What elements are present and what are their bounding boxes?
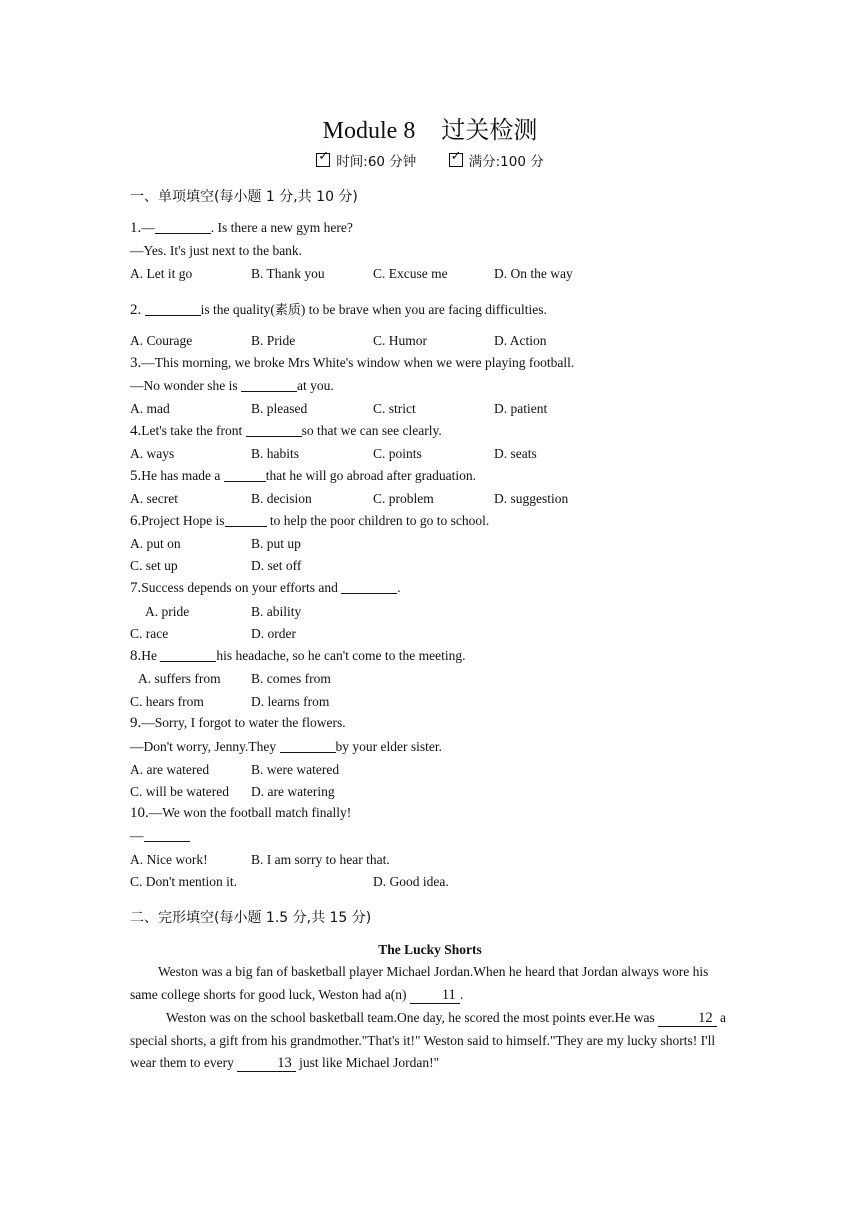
paragraph2-text-c: just like Michael Jordan!"	[295, 1055, 440, 1070]
q6-stem	[130, 513, 489, 530]
q4-number: 4.	[130, 423, 142, 439]
q9-stem	[130, 715, 346, 732]
q4-option-b[interactable]: B. habits	[251, 446, 300, 461]
q1-option-d[interactable]: D. On the way	[494, 266, 573, 281]
time-label: 时间:60 分钟	[336, 154, 417, 170]
q7-text-b: .	[397, 580, 401, 595]
q7-option-c[interactable]: C. race	[130, 626, 169, 641]
q8-stem	[130, 648, 465, 665]
q9-line2-post: by your elder sister.	[335, 739, 443, 754]
q4-stem	[130, 423, 442, 440]
q2-stem	[130, 299, 547, 319]
q4-text-a: Let's take the front	[141, 423, 246, 438]
q5-text-b: that he will go abroad after graduation.	[265, 468, 477, 483]
section2-heading: 二、完形填空(每小题 1.5 分,共 15 分)	[130, 910, 372, 926]
q2-option-d[interactable]: D. Action	[494, 333, 547, 348]
answer-blank[interactable]	[280, 739, 336, 753]
q2-text-a: is the quality(	[200, 302, 275, 317]
q8-option-d[interactable]: D. learns from	[251, 694, 330, 709]
q5-stem	[130, 468, 476, 485]
q3-option-c[interactable]: C. strict	[373, 401, 416, 416]
q2-text-b: ) to be brave when you are facing difficulties.	[300, 302, 547, 317]
page-title	[0, 110, 860, 145]
q1-option-c[interactable]: C. Excuse me	[373, 266, 448, 281]
q10-text: —We won the football match finally!	[148, 805, 352, 820]
q6-option-a[interactable]: A. put on	[130, 536, 181, 551]
cloze-blank-12[interactable]: 12	[658, 1010, 717, 1027]
q3-option-a[interactable]: A. mad	[130, 401, 170, 416]
q3-line2	[130, 378, 334, 394]
paragraph1-end: .	[459, 986, 464, 1002]
q6-text-b: to help the poor children to go to school.	[266, 513, 490, 528]
q7-number: 7.	[130, 580, 142, 596]
q3-line2-pre: —No wonder she is	[130, 378, 241, 393]
q1-option-b[interactable]: B. Thank you	[251, 266, 325, 281]
q8-number: 8.	[130, 648, 142, 664]
answer-blank[interactable]	[145, 302, 201, 316]
q5-text-a: He has made a	[141, 468, 224, 483]
q9-number: 9.	[130, 715, 142, 731]
q10-option-a[interactable]: A. Nice work!	[130, 852, 208, 867]
answer-blank[interactable]	[246, 423, 302, 437]
q3-stem	[130, 355, 574, 372]
q10-option-c[interactable]: C. Don't mention it.	[130, 874, 238, 889]
q10-number: 10.	[130, 805, 149, 821]
q4-text-b: so that we can see clearly.	[301, 423, 442, 438]
q1-dash: —	[141, 220, 155, 235]
q7-option-b[interactable]: B. ability	[251, 604, 302, 619]
q10-option-d[interactable]: D. Good idea.	[373, 874, 449, 889]
checkbox-icon	[316, 153, 330, 167]
q1-stem	[130, 220, 353, 237]
q4-option-c[interactable]: C. points	[373, 446, 422, 461]
q4-option-a[interactable]: A. ways	[130, 446, 175, 461]
q1-option-a[interactable]: A. Let it go	[130, 266, 193, 281]
q10-dash: —	[130, 828, 144, 843]
q2-option-b[interactable]: B. Pride	[251, 333, 296, 348]
answer-blank[interactable]	[241, 378, 297, 392]
time-item	[316, 150, 416, 170]
answer-blank[interactable]	[224, 468, 266, 482]
q9-line2-pre: —Don't worry, Jenny.They	[130, 739, 280, 754]
q5-number: 5.	[130, 468, 142, 484]
q3-line2-post: at you.	[297, 378, 334, 393]
q9-option-d[interactable]: D. are watering	[251, 784, 335, 799]
q9-line2	[130, 739, 442, 755]
q5-option-d[interactable]: D. suggestion	[494, 491, 569, 506]
q5-option-c[interactable]: C. problem	[373, 491, 434, 506]
q10-line2	[130, 828, 190, 844]
q7-option-a[interactable]: A. pride	[145, 604, 190, 619]
q8-option-c[interactable]: C. hears from	[130, 694, 204, 709]
score-label: 满分:100 分	[468, 154, 544, 170]
answer-blank[interactable]	[155, 220, 211, 234]
q3-text: —This morning, we broke Mrs White's window when we were playing football.	[141, 355, 575, 370]
cloze-blank-13[interactable]: 13	[237, 1055, 296, 1072]
passage-title: The Lucky Shorts	[378, 942, 482, 957]
answer-blank[interactable]	[144, 828, 190, 842]
q9-option-b[interactable]: B. were watered	[251, 762, 340, 777]
q2-option-c[interactable]: C. Humor	[373, 333, 427, 348]
q1-line2: —Yes. It's just next to the bank.	[130, 243, 303, 258]
exam-meta	[0, 150, 860, 170]
answer-blank[interactable]	[341, 580, 397, 594]
q6-option-d[interactable]: D. set off	[251, 558, 302, 573]
title-chinese: 过关检测	[441, 116, 538, 144]
section1-heading: 一、单项填空(每小题 1 分,共 10 分)	[130, 189, 358, 205]
q9-option-c[interactable]: C. will be watered	[130, 784, 229, 799]
q10-option-b[interactable]: B. I am sorry to hear that.	[251, 852, 390, 867]
paragraph2-text-b: a special shorts, a gift from his grandmother."That's it!" Weston said to himself."They are my lucky shorts! I'll wear them to every	[130, 1010, 727, 1070]
paragraph1-text: Weston was a big fan of basketball player Michael Jordan.When he heard that Jordan always wore his same college shorts for good luck, Weston had a(n)	[130, 964, 709, 1002]
paragraph2-text-a: Weston was on the school basketball team.One day, he scored the most points ever.He was	[166, 1010, 659, 1025]
passage-paragraph-2	[130, 1007, 730, 1075]
q5-option-a[interactable]: A. secret	[130, 491, 178, 506]
score-item	[449, 150, 544, 170]
q2-number: 2.	[130, 302, 142, 318]
q3-number: 3.	[130, 355, 142, 371]
q6-option-c[interactable]: C. set up	[130, 558, 178, 573]
q3-option-b[interactable]: B. pleased	[251, 401, 308, 416]
q6-option-b[interactable]: B. put up	[251, 536, 301, 551]
answer-blank[interactable]	[225, 513, 267, 527]
q6-number: 6.	[130, 513, 142, 529]
q9-option-a[interactable]: A. are watered	[130, 762, 210, 777]
q9-text: —Sorry, I forgot to water the flowers.	[141, 715, 346, 730]
q2-option-a[interactable]: A. Courage	[130, 333, 193, 348]
q3-option-d[interactable]: D. patient	[494, 401, 548, 416]
q8-option-a[interactable]: A. suffers from	[138, 671, 221, 686]
q8-text-b: his headache, so he can't come to the meeting.	[216, 648, 466, 663]
q2-chinese: 素质	[274, 303, 301, 318]
q8-text-a: He	[141, 648, 161, 663]
title-module: Module 8	[322, 118, 416, 144]
checkbox-icon	[449, 153, 463, 167]
q10-stem	[130, 805, 351, 822]
q1-number: 1.	[130, 220, 142, 236]
q1-text: . Is there a new gym here?	[210, 220, 353, 235]
q6-text-a: Project Hope is	[141, 513, 225, 528]
q4-option-d[interactable]: D. seats	[494, 446, 537, 461]
q7-option-d[interactable]: D. order	[251, 626, 296, 641]
q7-text-a: Success depends on your efforts and	[141, 580, 342, 595]
answer-blank[interactable]	[160, 648, 216, 662]
cloze-blank-11[interactable]: 11	[410, 987, 460, 1004]
q5-option-b[interactable]: B. decision	[251, 491, 312, 506]
q8-option-b[interactable]: B. comes from	[251, 671, 331, 686]
passage-paragraph-1	[130, 961, 730, 1006]
q7-stem	[130, 580, 401, 597]
